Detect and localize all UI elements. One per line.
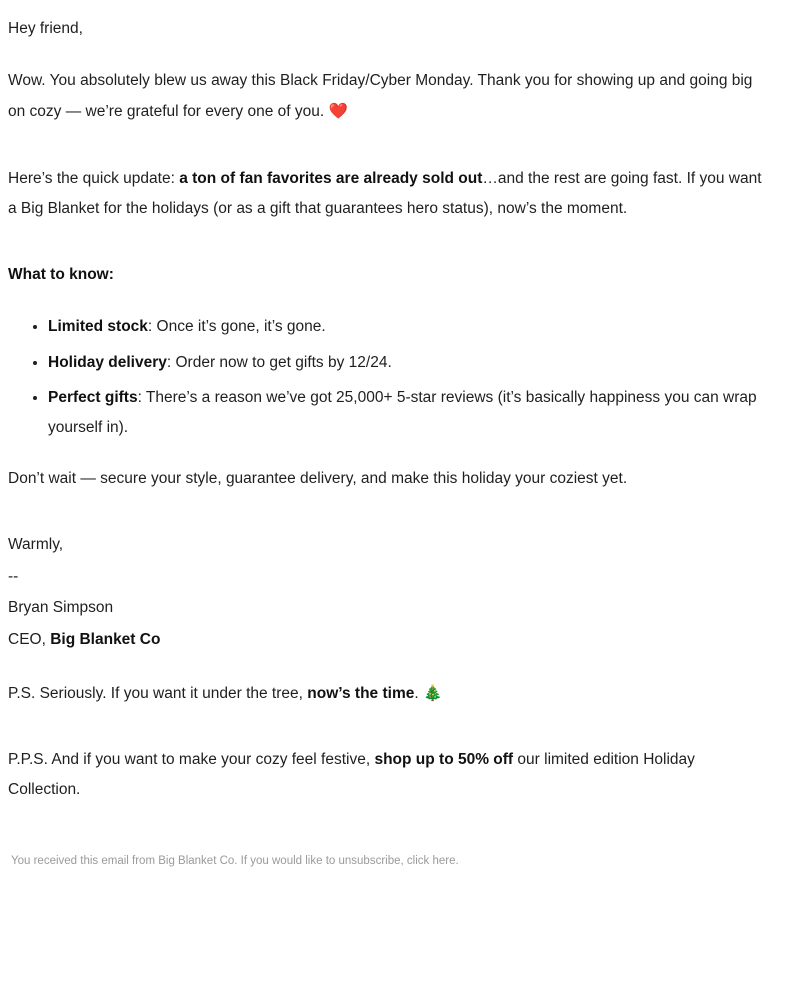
list-item-bold: Perfect gifts bbox=[48, 389, 138, 407]
what-to-know-heading-text: What to know: bbox=[8, 266, 114, 284]
pps-bold: shop up to 50% off bbox=[374, 751, 514, 769]
paragraph-quick-update bbox=[8, 164, 768, 224]
christmas-tree-emoji-icon: 🎄 bbox=[422, 684, 443, 703]
list-item-bold: Holiday delivery bbox=[48, 353, 167, 371]
spacer bbox=[8, 731, 768, 745]
paragraph-dont-wait: Don’t wait — secure your style, guarantee delivery, and make this holiday your coziest yet. bbox=[8, 470, 628, 488]
list-item bbox=[48, 348, 768, 377]
signature-company: Big Blanket Co bbox=[50, 630, 161, 648]
ps-bold: now’s the time bbox=[307, 685, 415, 703]
signature-title-text: CEO, bbox=[8, 630, 51, 648]
signature-name: Bryan Simpson bbox=[8, 599, 114, 617]
spacer bbox=[8, 246, 768, 260]
what-to-know-heading bbox=[8, 260, 768, 290]
spacer bbox=[8, 150, 768, 164]
list-item-text: : Order now to get gifts by 12/24. bbox=[166, 353, 392, 371]
postscript bbox=[8, 678, 768, 709]
signature-dashes: -- bbox=[8, 567, 19, 585]
spacer bbox=[8, 656, 768, 678]
paragraph-2-after: …and the rest are going fast. If you want a Big Blanket for the holidays (or as a gift that guarantees hero status), now’s the moment. bbox=[8, 169, 762, 217]
pps-before: P.P.S. And if you want to make your cozy feel festive, bbox=[8, 751, 375, 769]
ps-before: P.S. Seriously. If you want it under the tree, bbox=[8, 685, 308, 703]
paragraph-2-before: Here’s the quick update: bbox=[8, 169, 180, 187]
post-postscript bbox=[8, 745, 768, 805]
footer-text-before: You received this email from Big Blanket Co. If you would like to unsubscribe, bbox=[11, 854, 407, 867]
footer-text-after: . bbox=[455, 854, 459, 867]
greeting: Hey friend, bbox=[8, 20, 83, 37]
signature-title bbox=[8, 625, 768, 654]
list-item-text: : Once it’s gone, it’s gone. bbox=[147, 318, 326, 336]
list-item-bold: Limited stock bbox=[48, 318, 148, 336]
unsubscribe-link[interactable]: click here bbox=[406, 854, 456, 867]
heart-emoji-icon: ❤️ bbox=[328, 102, 348, 121]
signature-closing: Warmly, bbox=[8, 536, 64, 554]
list-item-text: : There’s a reason we’ve got 25,000+ 5-star reviews (it’s basically happiness you can wrap yourself in). bbox=[48, 389, 757, 436]
list-item bbox=[48, 383, 768, 442]
what-to-know-list bbox=[8, 312, 768, 442]
paragraph-2-bold: a ton of fan favorites are already sold out bbox=[179, 169, 483, 187]
pps-after: our limited edition Holiday Collection. bbox=[8, 751, 695, 799]
email-footer bbox=[8, 852, 768, 870]
spacer bbox=[8, 516, 768, 530]
ps-after: . bbox=[414, 685, 423, 703]
list-item bbox=[48, 312, 768, 341]
paragraph-thank-you bbox=[8, 66, 768, 127]
paragraph-1-text: Wow. You absolutely blew us away this Black Friday/Cyber Monday. Thank you for showing up and going big on cozy — we’re grateful for every one of you. bbox=[8, 72, 753, 121]
